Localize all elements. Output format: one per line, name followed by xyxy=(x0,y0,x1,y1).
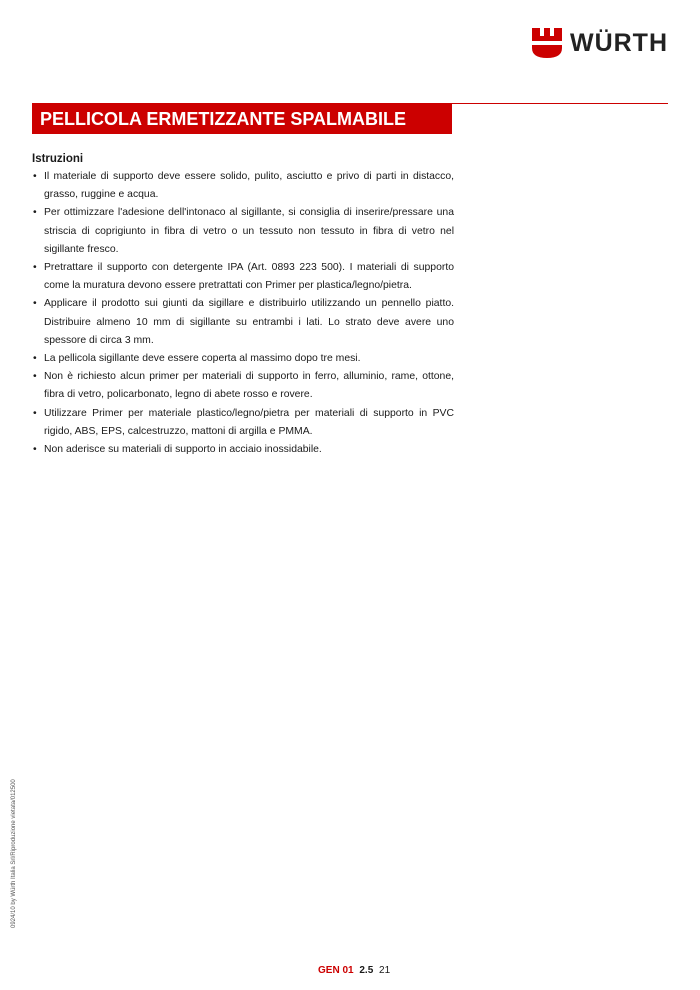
list-item: • Pretrattare il supporto con detergente IPA (Art. 0893 223 500). I materiali di supporto come la muratura devono essere pretrattati con Primer per plastica/legno/pietra. xyxy=(32,259,454,295)
page-footer xyxy=(318,965,390,976)
list-item: • Utilizzare Primer per materiale plastico/legno/pietra per materiali di supporto in PVC rigido, ABS, EPS, calcestruzzo, mattoni di argilla e PMMA. xyxy=(32,405,454,441)
brand-name: WÜRTH xyxy=(569,28,668,57)
page-title: PELLICOLA ERMETIZZANTE SPALMABILE xyxy=(32,104,452,134)
list-item: • Per ottimizzare l'adesione dell'intonaco al sigillante, si consiglia di inserire/pressare una striscia di coprigiunto in fibra di vetro o un tessuto non tessuto in fibra di vetro nel sigillante fresco. xyxy=(32,204,454,259)
footer-section-code: GEN 01 xyxy=(318,965,354,976)
wurth-logo xyxy=(532,28,668,58)
copyright-note: 0924/10 by Würth Italia Srl/Riproduzione vietata/012500 xyxy=(11,779,17,928)
list-item: • Applicare il prodotto sui giunti da sigillare e distribuirlo utilizzando un pennello piatto. Distribuire almeno 10 mm di sigillante su entrambi i lati. Lo strato deve avere uno spessore di circa 3 mm. xyxy=(32,295,454,350)
list-item: • Non è richiesto alcun primer per materiali di supporto in ferro, alluminio, rame, ottone, fibra di vetro, policarbonato, legno di abete rosso e rovere. xyxy=(32,368,454,404)
instructions-heading: Istruzioni xyxy=(32,153,84,165)
page-number: 21 xyxy=(379,965,391,976)
list-item: • Non aderisce su materiali di supporto in acciaio inossidabile. xyxy=(32,441,454,459)
list-item: • Il materiale di supporto deve essere solido, pulito, asciutto e privo di parti in distacco, grasso, ruggine e acqua. xyxy=(32,168,454,204)
footer-chapter: 2.5 xyxy=(359,965,374,976)
instructions-section xyxy=(32,150,454,459)
list-item: • La pellicola sigillante deve essere coperta al massimo dopo tre mesi. xyxy=(32,350,454,368)
instructions-list xyxy=(32,168,454,459)
wurth-logo-mark-icon xyxy=(532,28,562,58)
